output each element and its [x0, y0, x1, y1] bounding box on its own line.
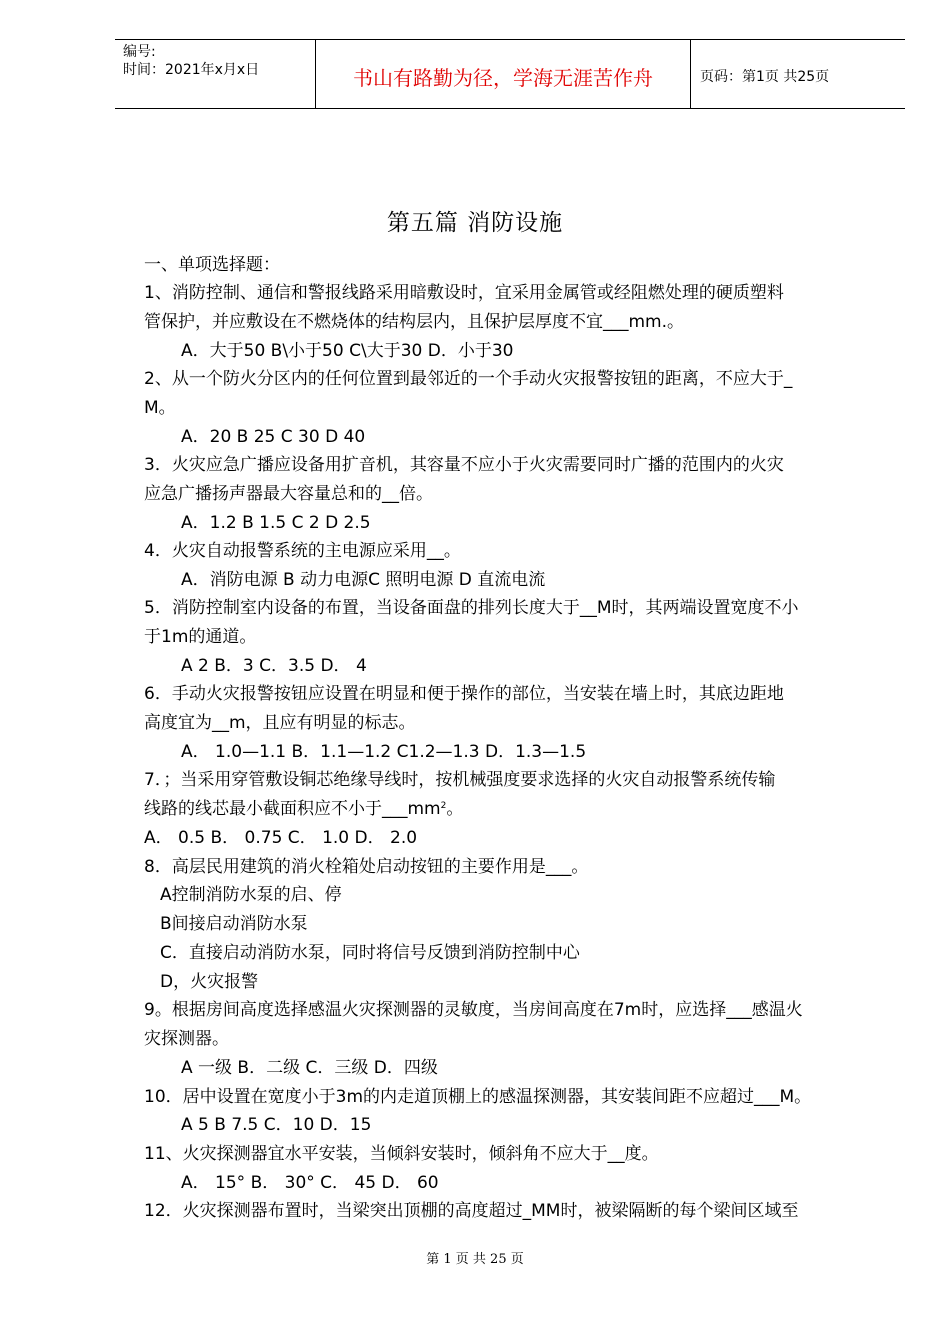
question-6-text: 6．手动火灾报警按钮应设置在明显和便于操作的部位，当安装在墙上时，其底边距地	[144, 684, 784, 704]
motto-text: 书山有路勤为径，学海无涯苦作舟	[353, 66, 653, 90]
question-10-options: A 5 B 7.5 C．10 D．15	[181, 1115, 372, 1135]
question-7-text-end: 。	[446, 799, 464, 819]
superscript-2: 2	[440, 801, 447, 811]
header-motto-cell	[315, 40, 691, 108]
question-4-text: 4．火灾自动报警系统的主电源应采用__。	[144, 541, 461, 561]
question-2-text-cont: M。	[144, 398, 176, 418]
question-11-options: A． 15° B． 30° C． 45 D． 60	[181, 1173, 439, 1193]
question-8-option-d: D，火灾报警	[160, 972, 259, 992]
document-header	[115, 39, 905, 109]
question-2-options: A．20 B 25 C 30 D 40	[181, 427, 366, 447]
question-6-text-cont: 高度宜为__m，且应有明显的标志。	[144, 713, 416, 733]
question-9-text-cont: 灾探测器。	[144, 1029, 229, 1049]
question-6-options: A． 1.0—1.1 B．1.1—1.2 C1.2—1.3 D．1.3—1.5	[181, 742, 587, 762]
question-5-options: A 2 B．3 C．3.5 D． 4	[181, 656, 367, 676]
question-9-text: 9。根据房间高度选择感温火灾探测器的灵敏度，当房间高度在7m时，应选择___感温火	[144, 1000, 803, 1020]
question-7-text: 7．；当采用穿管敷设铜芯绝缘导线时，按机械强度要求选择的火灾自动报警系统传输	[144, 770, 776, 790]
question-7-text-cont	[144, 798, 463, 820]
question-12-text: 12．火灾探测器布置时，当梁突出顶棚的高度超过_MM时，被梁隔断的每个梁间区域至	[144, 1201, 799, 1221]
question-8-option-c: C．直接启动消防水泵，同时将信号反馈到消防控制中心	[160, 943, 580, 963]
page-footer: 第 1 页 共 25 页	[426, 1252, 524, 1267]
question-3-text: 3．火灾应急广播应设备用扩音机，其容量不应小于火灾需要同时广播的范围内的火灾	[144, 455, 784, 475]
serial-number-label: 编号:	[123, 44, 156, 60]
question-3-text-cont: 应急广播扬声器最大容量总和的__倍。	[144, 484, 433, 504]
question-4-options: A．消防电源 B 动力电源C 照明电源 D 直流电流	[181, 570, 546, 590]
header-meta-cell	[115, 40, 315, 108]
section-heading: 一、单项选择题：	[144, 255, 280, 275]
question-7-text-main: 线路的线芯最小截面积应不小于___mm	[144, 799, 441, 819]
question-10-text: 10．居中设置在宽度小于3m的内走道顶棚上的感温探测器，其安装间距不应超过___M。	[144, 1087, 812, 1107]
question-7-options: A． 0.5 B． 0.75 C． 1.0 D． 2.0	[144, 828, 418, 848]
document-title: 第五篇 消防设施	[386, 210, 564, 236]
time-label: 时间：2021年x月x日	[123, 62, 260, 78]
question-5-text: 5．消防控制室内设备的布置，当设备面盘的排列长度大于__M时，其两端设置宽度不小	[144, 598, 799, 618]
question-1-text: 1、消防控制、通信和警报线路采用暗敷设时，宜采用金属管或经阻燃处理的硬质塑料	[144, 283, 784, 303]
question-1-options: A．大于50 B\小于50 C\大于30 D．小于30	[181, 341, 514, 361]
question-8-option-b: B间接启动消防水泵	[160, 914, 308, 934]
question-11-text: 11、火灾探测器宜水平安装，当倾斜安装时，倾斜角不应大于__度。	[144, 1144, 659, 1164]
question-1-text-cont: 管保护，并应敷设在不燃烧体的结构层内，且保护层厚度不宜___mm.。	[144, 312, 685, 332]
question-9-options: A 一级 B．二级 C．三级 D．四级	[181, 1058, 438, 1078]
question-8-option-a: A控制消防水泵的启、停	[160, 885, 342, 905]
question-2-text: 2、从一个防火分区内的任何位置到最邻近的一个手动火灾报警按钮的距离，不应大于_	[144, 369, 793, 389]
question-5-text-cont: 于1m的通道。	[144, 627, 257, 647]
page-number-label: 页码：第1页 共25页	[700, 69, 830, 85]
header-page-cell	[690, 40, 905, 108]
question-3-options: A．1.2 B 1.5 C 2 D 2.5	[181, 513, 371, 533]
question-8-text: 8．高层民用建筑的消火栓箱处启动按钮的主要作用是___。	[144, 857, 589, 877]
